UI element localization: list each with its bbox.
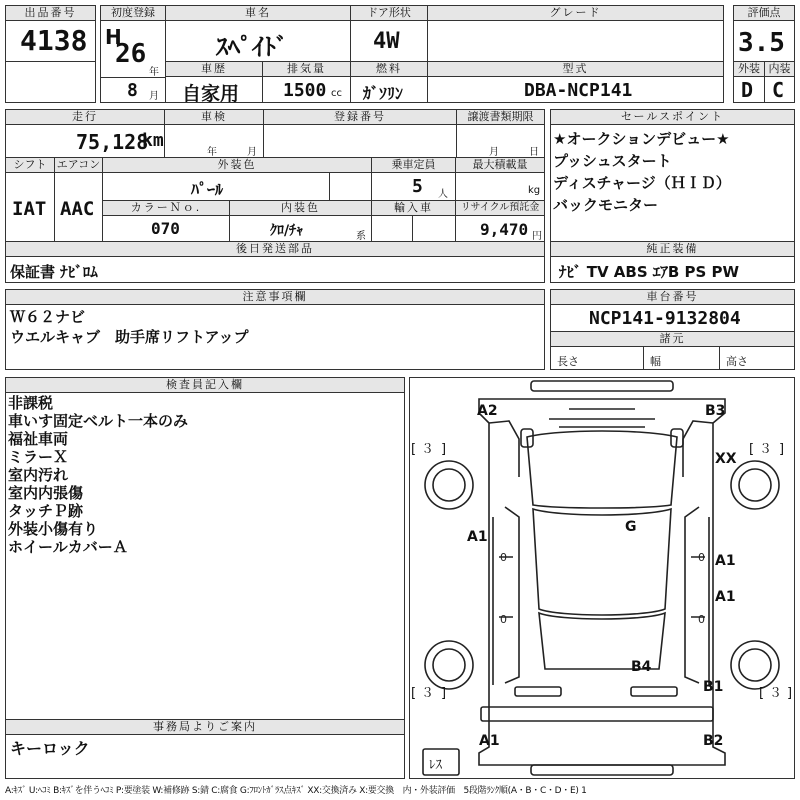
note-line-1: Ｗ６２ナビ xyxy=(10,308,86,326)
mark-b2: B2 xyxy=(703,733,724,749)
shift-value: IAT xyxy=(12,198,47,220)
aircon-box xyxy=(54,172,103,242)
registration-box xyxy=(263,124,457,158)
score-value: 3.5 xyxy=(738,28,785,58)
grade-box xyxy=(427,20,724,62)
score-box xyxy=(733,20,795,62)
mark-a1-bottom: A1 xyxy=(479,733,500,749)
doors-box xyxy=(350,20,428,62)
equipment-value: ﾅﾋﾞ TV ABS ｴｱB PS PW xyxy=(559,263,740,281)
displacement-value: 1500 xyxy=(283,80,327,101)
int-score-box xyxy=(764,76,795,103)
int-color-unit: 系 xyxy=(356,231,366,242)
tire-bracket-fl-close: ] xyxy=(441,442,447,457)
recycle-unit: 円 xyxy=(532,231,542,242)
first-reg-year-box xyxy=(100,20,166,78)
tire-bracket-rl-close: ] xyxy=(441,686,447,701)
zero-right-front: 0 xyxy=(698,551,705,564)
mark-a1-left: A1 xyxy=(467,529,488,545)
recycle-label: リサイクル預託金 xyxy=(455,200,545,216)
mark-b4: B4 xyxy=(631,659,652,675)
mileage-value: 75,128 xyxy=(76,130,149,154)
spare-label: ﾚｽ xyxy=(429,758,442,773)
ext-score-box xyxy=(733,76,765,103)
inspector-item-2: 車いす固定ベルト一本のみ xyxy=(8,412,189,430)
recycle-value: 9,470 xyxy=(480,220,529,239)
dims-width: 幅 xyxy=(650,355,661,368)
sales-point-2: プッシュスタート xyxy=(553,152,672,170)
doors-label: ドア形状 xyxy=(350,5,428,21)
first-reg-label: 初度登録 xyxy=(100,5,166,21)
history-value: 自家用 xyxy=(182,83,240,103)
note-line-2: ウエルキャブ 助手席リフトアップ xyxy=(10,328,249,346)
ext-score-label: 外装 xyxy=(733,61,765,77)
model-code-box xyxy=(427,76,724,103)
office-label: 事務局よりご案内 xyxy=(5,719,405,735)
model-name-label: 車名 xyxy=(165,5,351,21)
ext-score: D xyxy=(741,78,754,102)
tire-bracket-rl-open: [ xyxy=(411,686,417,701)
recycle-box xyxy=(455,215,545,242)
notes-label: 注意事項欄 xyxy=(5,289,545,305)
equipment-label: 純正装備 xyxy=(550,241,795,257)
inspection-label: 車検 xyxy=(164,109,264,125)
int-color-value: ｸﾛ/ﾁｬ xyxy=(270,223,304,239)
later-items-value: 保証書 ﾅﾋﾞﾛﾑ xyxy=(10,263,98,281)
inspector-box xyxy=(5,392,405,720)
import-label: 輸入車 xyxy=(371,200,456,216)
mark-a2: A2 xyxy=(477,403,498,419)
model-code-label: 型式 xyxy=(427,61,724,77)
color-no-value: 070 xyxy=(151,219,180,238)
capacity-value: 5 xyxy=(412,176,423,197)
ext-color-box xyxy=(102,172,330,201)
mileage-unit: km xyxy=(142,130,164,151)
model-code: DBA-NCP141 xyxy=(524,80,633,101)
ext-color-label: 外装色 xyxy=(102,157,372,173)
chassis-box xyxy=(550,304,795,332)
zero-left-front: 0 xyxy=(500,551,507,564)
tire-bracket-rr-close: ] xyxy=(787,686,793,701)
mileage-label: 走行 xyxy=(5,109,165,125)
office-value: キーロック xyxy=(10,739,90,758)
later-items-box xyxy=(5,256,545,283)
lot-box xyxy=(5,20,96,62)
dims-label: 諸元 xyxy=(550,331,795,347)
history-box xyxy=(165,76,263,103)
tire-bracket-fr-close: ] xyxy=(779,442,785,457)
grade-label: グレード xyxy=(427,5,724,21)
first-reg-year: 26 xyxy=(115,39,147,69)
sales-points-box xyxy=(550,124,795,242)
color-no-label: カラーＮｏ. xyxy=(102,200,230,216)
sales-point-3: ディスチャージ（ＨＩＤ） xyxy=(553,174,731,192)
mark-b3: B3 xyxy=(705,403,726,419)
dims-height: 高さ xyxy=(726,355,748,368)
legend: A:ｷｽﾞ U:ﾍｺﾐ B:ｷｽﾞを伴うﾍｺﾐ P:要塗装 W:補修跡 S:錆 C:腐食 G:ﾌﾛﾝﾄｶﾞﾗｽ点ｷｽﾞ XX:交換済み X:要交換 内・外装評価 5段階ﾗﾝｸ順(A・B・C・D・E) 1 xyxy=(5,786,587,796)
lot-blank xyxy=(5,61,96,103)
tire-rl: ３ xyxy=(421,686,435,701)
zero-left-rear: 0 xyxy=(500,613,507,626)
inspector-item-3: 福祉車両 xyxy=(8,430,69,448)
score-label: 評価点 xyxy=(733,5,795,21)
inspector-item-6: 室内内張傷 xyxy=(8,484,84,502)
mark-a1-right-1: A1 xyxy=(715,553,736,569)
transfer-month-unit: 月 xyxy=(489,147,499,158)
fuel-label: 燃料 xyxy=(350,61,428,77)
tire-bracket-rr-open: [ xyxy=(759,686,765,701)
int-color-box xyxy=(229,215,372,242)
tire-fl: ３ xyxy=(421,442,435,457)
office-box xyxy=(5,734,405,779)
tire-bracket-fl-open: [ xyxy=(411,442,417,457)
dims-length: 長さ xyxy=(557,355,579,368)
mark-xx: XX xyxy=(715,451,737,467)
month-unit: 月 xyxy=(149,91,159,102)
int-score-label: 内装 xyxy=(764,61,795,77)
doors-value: 4W xyxy=(373,29,400,54)
inspector-item-4: ミラーＸ xyxy=(8,448,69,466)
car-diagram xyxy=(409,377,795,779)
inspection-box xyxy=(164,124,264,158)
transfer-day-unit: 日 xyxy=(529,147,539,158)
model-name-box xyxy=(165,20,351,62)
inspector-label: 検査員記入欄 xyxy=(5,377,405,393)
mark-a1-right-2: A1 xyxy=(715,589,736,605)
mark-b1: B1 xyxy=(703,679,724,695)
era: H xyxy=(105,25,122,49)
year-unit: 年 xyxy=(149,67,159,78)
sales-point-1: ★オークションデビュー★ xyxy=(553,130,730,148)
int-score: C xyxy=(772,78,785,102)
aircon-label: エアコン xyxy=(54,157,103,173)
import-box xyxy=(371,215,413,242)
history-label: 車歴 xyxy=(165,61,263,77)
dims-height-box xyxy=(719,346,795,370)
transfer-deadline-box xyxy=(456,124,545,158)
model-name: ｽﾍﾟｲﾄﾞ xyxy=(216,33,288,61)
registration-label: 登録番号 xyxy=(263,109,457,125)
first-reg-month: 8 xyxy=(127,80,138,101)
shift-box xyxy=(5,172,55,242)
capacity-box xyxy=(371,172,456,201)
inspector-item-7: タッチＰ跡 xyxy=(8,502,84,520)
lot-number: 4138 xyxy=(20,24,88,57)
chassis-value: NCP141-9132804 xyxy=(589,308,741,329)
displacement-box xyxy=(262,76,351,103)
displacement-unit: cc xyxy=(331,88,342,99)
int-color-label: 内装色 xyxy=(229,200,372,216)
color-no-box xyxy=(102,215,230,242)
displacement-label: 排気量 xyxy=(262,61,351,77)
mileage-box xyxy=(5,124,165,158)
equipment-box xyxy=(550,256,795,283)
lot-label: 出品番号 xyxy=(5,5,96,21)
dims-length-box xyxy=(550,346,644,370)
max-load-box xyxy=(455,172,545,201)
max-load-label: 最大積載量 xyxy=(455,157,545,173)
aircon-value: AAC xyxy=(60,198,95,220)
notes-box xyxy=(5,304,545,370)
tire-rr: ３ xyxy=(769,686,783,701)
mark-g: G xyxy=(625,519,637,535)
inspector-item-8: 外装小傷有り xyxy=(8,520,99,538)
later-items-label: 後日発送部品 xyxy=(5,241,545,257)
inspector-item-1: 非課税 xyxy=(8,394,54,412)
sales-points-label: セールスポイント xyxy=(550,109,795,125)
chassis-label: 車台番号 xyxy=(550,289,795,305)
max-load-unit: kg xyxy=(528,185,541,196)
inspector-item-5: 室内汚れ xyxy=(8,466,69,484)
inspection-year-unit: 年 xyxy=(207,147,217,158)
ext-color-value: ﾊﾟｰﾙ xyxy=(191,180,224,199)
import-box-2 xyxy=(412,215,456,242)
zero-right-rear: 0 xyxy=(698,613,705,626)
shift-label: シフト xyxy=(5,157,55,173)
sales-point-4: バックモニター xyxy=(553,196,659,214)
first-reg-month-box xyxy=(100,77,166,103)
tire-bracket-fr-open: [ xyxy=(749,442,755,457)
ext-color-blank xyxy=(329,172,372,201)
transfer-deadline-label: 譲渡書類期限 xyxy=(456,109,545,125)
inspection-month-unit: 月 xyxy=(247,147,257,158)
capacity-unit: 人 xyxy=(438,189,448,200)
dims-width-box xyxy=(643,346,720,370)
tire-fr: ３ xyxy=(759,442,773,457)
inspector-item-9: ホイールカバーＡ xyxy=(8,538,128,556)
capacity-label: 乗車定員 xyxy=(371,157,456,173)
fuel-value: ｶﾞｿﾘﾝ xyxy=(363,84,404,103)
fuel-box xyxy=(350,76,428,103)
